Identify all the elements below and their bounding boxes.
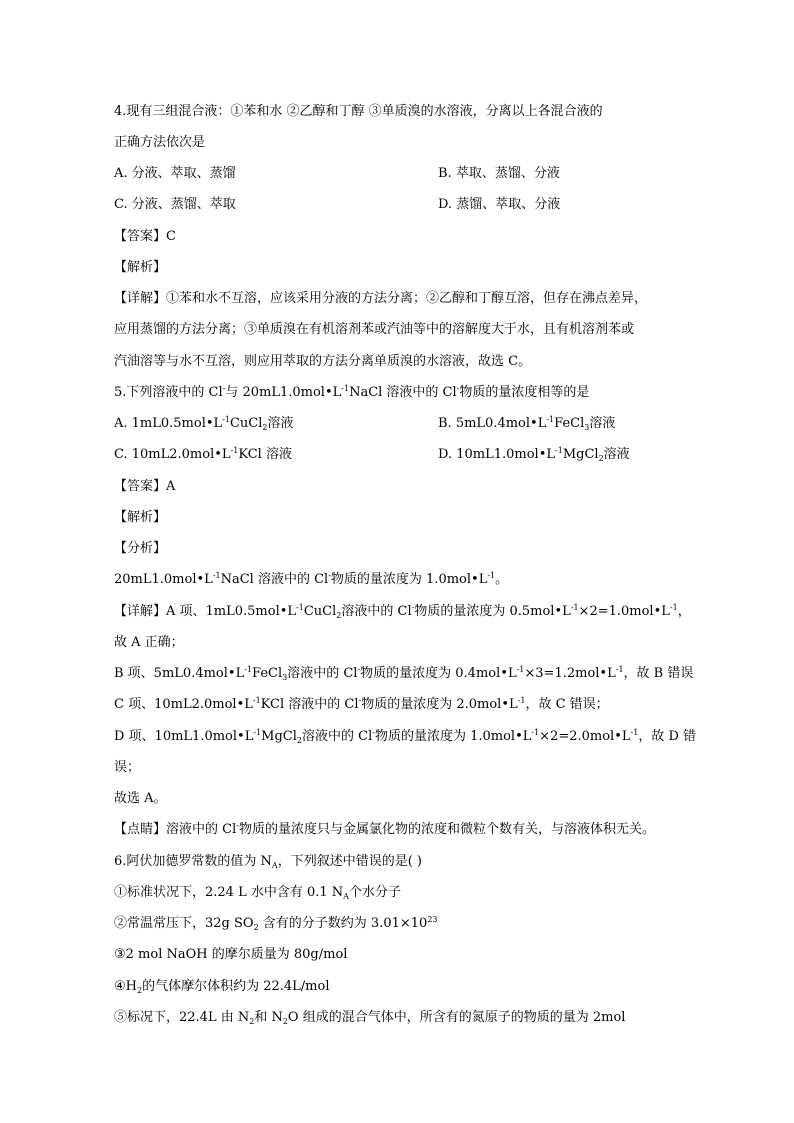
q5-note: 【点睛】溶液中的 Cl-物质的量浓度只与金属氯化物的浓度和微粒个数有关，与溶液体积无关。 (114, 821, 655, 837)
q4-option-a: A. 分液、萃取、蒸馏 (114, 166, 236, 181)
q4-option-b: B. 萃取、蒸馏、分液 (438, 166, 560, 181)
q5-detail-c: C 项、$10mL2.0mol•L^{-1}KCl$ 溶液中的 Cl-物质的量浓度为 $2.0mol•L^{-1}$，故 C 错误； (114, 696, 609, 712)
q4-answer: 【答案】C (114, 229, 176, 244)
q4-option-d: D. 蒸馏、萃取、分液 (438, 197, 561, 212)
q6-stem: 6.阿伏加德罗常数的值为 $N_A$，下列叙述中错误的是( ) (114, 854, 422, 870)
q5-detail-a-line1: 【详解】A 项、$1mL0.5mol•L^{-1}CuCl_2$溶液中的 Cl-物质的量浓度为 $0.5mol•L^{-1}\times 2=1.0mol•L^{-1}$， (114, 603, 691, 620)
q5-detail-a-line2: 故 A 正确； (114, 635, 184, 650)
q4-stem-line2: 正确方法依次是 (114, 135, 206, 150)
q5-option-a: A. $1mL0.5mol•L^{-1}CuCl_2$溶液 (114, 415, 294, 432)
q6-item-1: ①标准状况下，2.24 L 水中含有 0.1 $N_A$个水分子 (114, 885, 401, 901)
q5-detail-d-line2: 误； (114, 760, 141, 775)
q5-analysis-heading: 【解析】 (114, 510, 167, 525)
q5-fenxi-text: $20mL1.0mol•L^{-1}NaCl$ 溶液中的 Cl-物质的量浓度为 $1.0mol•L^{-1}$。 (114, 571, 509, 587)
q5-detail-b: B 项、$5mL0.4mol•L^{-1}FeCl_3$溶液中的 Cl-物质的量浓度为 $0.4mol•L^{-1}\times 3=1.2mol•L^{-1}$，故 B 错误 (114, 665, 694, 682)
q5-option-b: B. $5mL0.4mol•L^{-1}FeCl_3$溶液 (438, 415, 616, 432)
q5-choose: 故选 A。 (114, 791, 167, 806)
q4-option-c: C. 分液、蒸馏、萃取 (114, 197, 236, 212)
q4-detail-line1: 【详解】①苯和水不互溶，应该采用分液的方法分离；②乙醇和丁醇互溶，但存在沸点差异， (114, 291, 648, 306)
q6-item-2: ②常温常压下，32g $SO_2$ 含有的分子数约为 $3.01\times 10^{23}$ (114, 915, 438, 932)
q5-stem: 5.下列溶液中的 Cl-与 $20mL1.0mol•L^{-1}NaCl$ 溶液中的 Cl-物质的量浓度相等的是 (114, 384, 590, 400)
q6-item-3: ③2 mol NaOH 的摩尔质量为 80g/mol (114, 947, 348, 962)
q5-option-d: D. $10mL1.0mol•L^{-1}MgCl_2$溶液 (438, 446, 630, 463)
q5-fenxi-heading: 【分析】 (114, 541, 167, 556)
q4-stem-line1: 4.现有三组混合液：①苯和水 ②乙醇和丁醇 ③单质溴的水溶液，分离以上各混合液的 (114, 104, 603, 119)
q5-option-c: C. $10mL2.0mol•L^{-1}KCl$ 溶液 (114, 446, 292, 462)
q5-answer: 【答案】A (114, 479, 176, 494)
q5-detail-d-line1: D 项、$10mL1.0mol•L^{-1}MgCl_2$溶液中的 Cl-物质的量浓度为 $1.0mol•L^{-1}\times 2=2.0mol•L^{-1}$，故 D 错 (114, 728, 697, 745)
q4-analysis-heading: 【解析】 (114, 260, 167, 275)
q6-item-4: $④H_2$的气体摩尔体积约为 22.4L/mol (114, 979, 330, 995)
q6-item-5: ⑤标况下，22.4L 由 $N_2$和 $N_2O$ 组成的混合气体中，所含有的氮原子的物质的量为 2mol (114, 1010, 626, 1026)
q4-detail-line3: 汽油溶等与水不互溶，则应用萃取的方法分离单质溴的水溶液，故选 C。 (114, 354, 532, 369)
q4-detail-line2: 应用蒸馏的方法分离；③单质溴在有机溶剂苯或汽油等中的溶解度大于水，且有机溶剂苯或 (114, 322, 635, 337)
